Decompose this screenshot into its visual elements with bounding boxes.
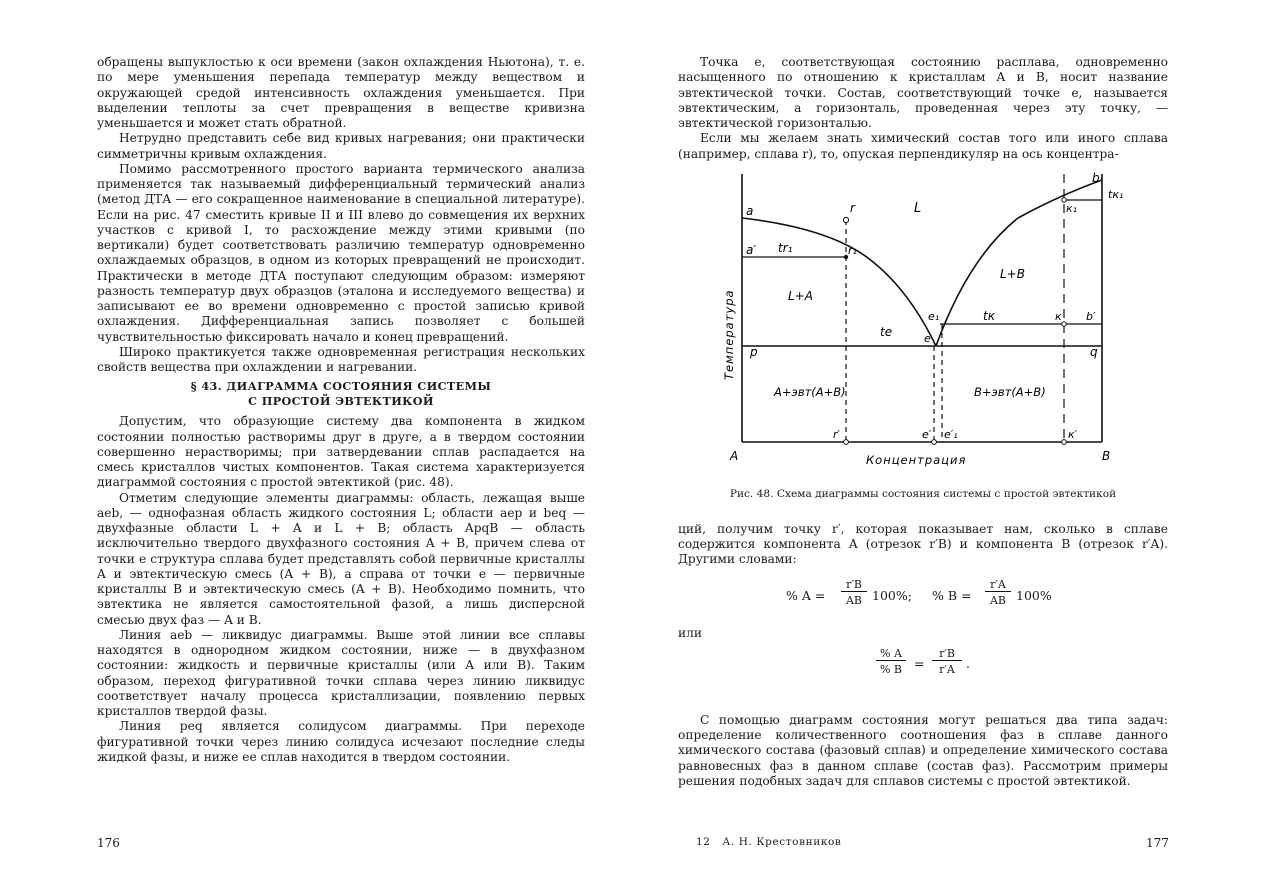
ratio-end: . [966, 655, 970, 671]
left-page-number: 176 [97, 836, 120, 850]
liquidus-left-line [742, 218, 936, 346]
phase-diagram [678, 168, 1168, 486]
point-k [1062, 322, 1066, 326]
right-page [678, 55, 1168, 789]
label-L: L [914, 200, 922, 216]
point-r [843, 217, 848, 222]
label-k-prime: к′ [1068, 427, 1078, 441]
point-k-prime [1062, 439, 1067, 444]
left-paragraph: Линия peq является солидусом диаграммы. При переходе фигуративной точки через линию солидуса исчезают последние следы жидкой фазы, и ниже ее сплав находится в твердом состоянии. [97, 719, 585, 764]
label-e-prime: e′ [922, 427, 932, 441]
ratio-right-den: r′A [939, 662, 955, 676]
left-paragraph: Допустим, что образующие систему два компонента в жидком состоянии полностью растворимы друг в друге, а в твердом состоянии совершенно нерастворимы; при затвердевании сплав распадается на смесь кристаллов чистых компонентов. Такая система характеризуется диаграммой состояния с простой эвтектикой (рис. 48). [97, 414, 585, 490]
section-heading [97, 379, 585, 409]
formula-ratio [678, 647, 1168, 683]
label-t-e: tе [880, 324, 893, 339]
label-e: e [924, 331, 931, 345]
footer-signature: 12 А. Н. Крестовников [696, 836, 842, 848]
y-axis-label: Температура [722, 289, 736, 380]
label-e1-prime: e′₁ [944, 427, 958, 441]
figure-caption: Рис. 48. Схема диаграммы состояния системы с простой эвтектикой [729, 487, 1117, 500]
or-word: или [678, 625, 702, 640]
left-page [97, 55, 585, 765]
left-paragraph: обращены выпуклостью к оси времени (закон охлаждения Ньютона), т. е. по мере уменьшения перепада температур между веществом и окружающей средой интенсивность охлаждения уменьшается. При выделении теплоты за счет превращения в веществе кривизна уменьшается и может стать обратной. [97, 55, 585, 130]
label-k1: к₁ [1066, 201, 1078, 215]
left-paragraph: Помимо рассмотренного простого варианта термического анализа применяется так называемый дифференциальный термический анализ (метод ДТА — его сокращенное наименование в специальной литературе). Если на рис. 47 сместить кривые II и III влево до совмещения их верхних участков с кривой I, то расхождение между этими кривыми (по вертикали) будет соответствовать различию температур одновременно охлаждаемых образцов, в одном из которых превращений не происходит. Практически в методе ДТА поступают следующим образом: измеряют разность температур двух образцов (эталона и исследуемого вещества) и записывают ее во времени одновременно с простой записью кривой охлаждения. Дифференциальная запись позволяет с большей чувствительностью фиксировать начало и конец превращений. [97, 161, 585, 344]
label-A: A [730, 448, 739, 463]
formula-b-lhs: % B = [932, 587, 972, 603]
label-b: b [1092, 170, 1100, 185]
formula-percent [678, 578, 1168, 614]
ratio-right-num: r′B [932, 647, 962, 661]
label-t-k: tк [983, 308, 995, 323]
label-k: к [1055, 309, 1062, 323]
label-a-prime: a′ [746, 242, 757, 257]
label-r: r [850, 200, 855, 215]
label-t-k1: tк₁ [1108, 187, 1124, 201]
right-paragraph: Если мы желаем знать химический состав того или иного сплава (например, сплава r), то, опуская перпендикуляр на ось концентра- [678, 131, 1168, 161]
label-r-prime: r′ [833, 427, 841, 441]
formula-a-num: r′B [841, 578, 867, 592]
right-paragraph: Точка e, соответствующая состоянию расплава, одновременно насыщенного по отношению к кристаллам A и B, носит название эвтектической точки. Состав, соответствующий точке e, называется эвтектическим, а горизонталь, проведенная через эту точку, — эвтектической горизонталью. [678, 55, 1168, 130]
label-L-A: L+A [788, 288, 813, 303]
section-heading-line2: С ПРОСТОЙ ЭВТЕКТИКОЙ [248, 394, 434, 409]
label-right-region: B+эвт(A+B) [974, 384, 1046, 399]
x-axis-label: Концентрация [866, 452, 967, 467]
right-paragraph: ций, получим точку r′, которая показывает нам, сколько в сплаве содержится компонента A (отрезок r′B) и компонента B (отрезок r′A). Другими словами: [678, 521, 1168, 567]
label-e1: e₁ [928, 309, 940, 323]
ratio-left-num: % A [876, 647, 906, 661]
label-B: B [1102, 448, 1111, 463]
right-paragraph: С помощью диаграмм состояния могут решаться два типа задач: определение количественного соотношения фаз в сплаве данного химического состава (фазовый сплав) и определение химического состава равновесных фаз в данном сплаве (состав фаз). Рассмотрим примеры решения подобных задач для сплавов системы с простой эвтектикой. [678, 712, 1168, 788]
point-r-prime [844, 439, 849, 444]
left-paragraph: Отметим следующие элементы диаграммы: область, лежащая выше aeb, — однофазная область жидкого состояния L; области aep и beq — двухфазные области L + A и L + B; область ApqB — область исключительно твердого двухфазного состояния A + B, причем слева от точки e структура сплава будет представлять собой первичные кристаллы A и эвтектическую смесь (A + B), а справа от точки e — первичные кристаллы B и эвтектическую смесь (A + B). Необходимо помнить, что эвтектика не является самостоятельной фазой, а лишь дисперсной смесью двух фаз — A и B. [97, 490, 585, 627]
formula-b-den: AB [989, 593, 1007, 607]
liquidus-right-line [936, 180, 1102, 346]
label-q: q [1090, 344, 1098, 359]
label-p: p [750, 344, 758, 359]
left-paragraph: Нетрудно представить себе вид кривых нагревания; они практически симметричны кривым охлаждения. [97, 131, 585, 161]
label-left-region: A+эвт(A+B) [774, 384, 846, 399]
formula-b-pct: 100% [1016, 587, 1052, 603]
left-paragraph: Широко практикуется также одновременная регистрация нескольких свойств вещества при охлаждении и нагревании. [97, 344, 585, 374]
label-a: a [746, 203, 754, 218]
formula-a-den: AB [845, 593, 863, 607]
label-b-prime: b′ [1086, 309, 1096, 323]
formula-a-pct: 100%; [872, 587, 912, 603]
label-r1: r₁ [848, 243, 857, 257]
section-heading-line1: § 43. ДИАГРАММА СОСТОЯНИЯ СИСТЕМЫ [190, 379, 492, 394]
formula-a-lhs: % A = [786, 587, 826, 603]
point-e-prime [932, 439, 937, 444]
label-t-r1: tr₁ [778, 240, 793, 255]
left-paragraph: Линия aeb — ликвидус диаграммы. Выше этой линии все сплавы находятся в однородном жидком состоянии, ниже — в двухфазном состоянии: жидкость и первичные кристаллы (или A или B). Таким образом, переход фигуративной точки сплава через линию ликвидус соответствует началу процесса кристаллизации, появлению первых кристаллов твердой фазы. [97, 627, 585, 718]
ratio-left-den: % B [879, 662, 903, 676]
label-L-B: L+B [1000, 266, 1025, 281]
formula-b-num: r′A [985, 578, 1011, 592]
right-page-number: 177 [1146, 836, 1169, 850]
ratio-eq: = [914, 655, 925, 671]
